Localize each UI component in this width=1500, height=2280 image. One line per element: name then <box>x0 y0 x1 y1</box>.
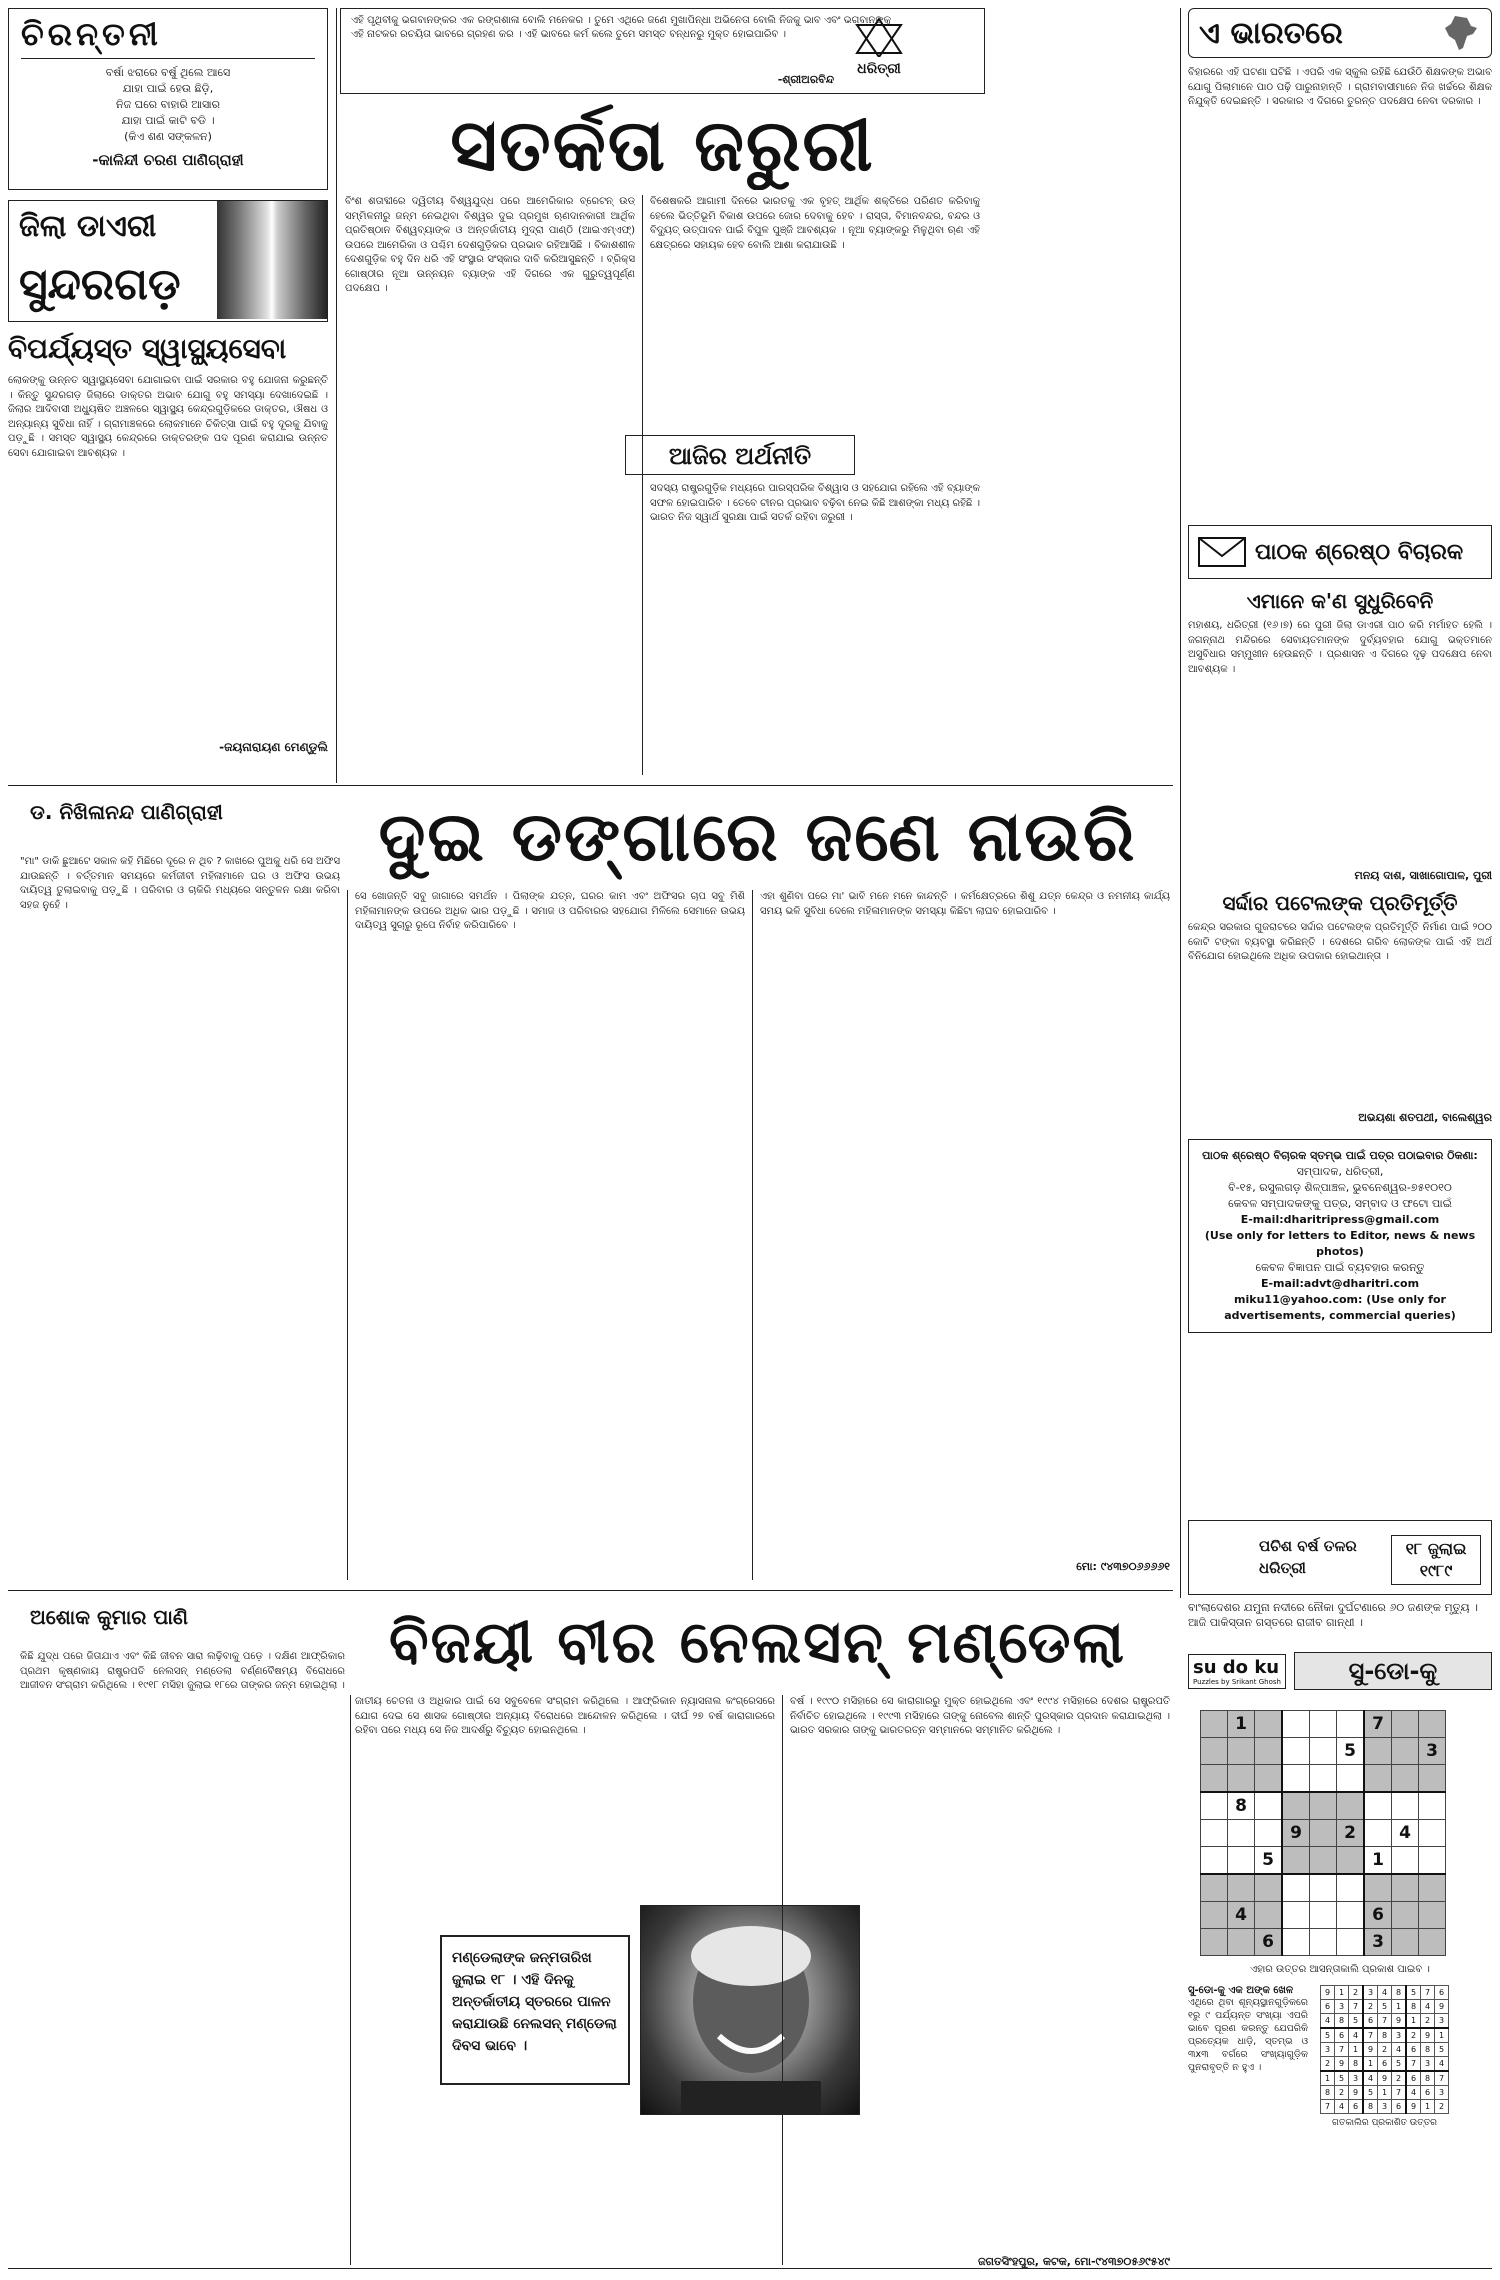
sudoku-cell <box>1419 1902 1446 1929</box>
sudoku-cell <box>1337 1847 1365 1875</box>
district-body: ଲୋକଙ୍କୁ ଉନ୍ନତ ସ୍ୱାସ୍ଥ୍ୟସେବା ଯୋଗାଇବା ପାଇଁ ସରକାର ବହୁ ଯୋଜନା କରୁଛନ୍ତି । କିନ୍ତୁ ସୁନ୍ଦରଗଡ଼ ଜିଲାରେ ଡାକ୍ତର ଅଭାବ ଯୋଗୁ ବହୁ ସମସ୍ୟା ଦେଖାଦେଇଛି । ଜିଲାର ଆଦିବାସୀ ଅଧ୍ୟୁଷିତ ଅଞ୍ଚଳରେ ସ୍ୱାସ୍ଥ୍ୟ କେନ୍ଦ୍ରଗୁଡ଼ିକରେ ଡାକ୍ତର, ଔଷଧ ଓ ଅନ୍ୟାନ୍ୟ ସୁବିଧା ନାହିଁ । ଗ୍ରାମାଞ୍ଚଳରେ ଲୋକମାନେ ଚିକିତ୍ସା ପାଇଁ ବହୁ ଦୂରକୁ ଯିବାକୁ ପଡ଼ୁଛି । ସମସ୍ତ ସ୍ୱାସ୍ଥ୍ୟ କେନ୍ଦ୍ରରେ ଡାକ୍ତରଙ୍କ ପଦ ପୂରଣ କରାଯାଇ ଉନ୍ନତ ସେବା ଯୋଗାଇବା ଆବଶ୍ୟକ । <box>8 375 328 459</box>
sudoku-solution-cell: 2 <box>1378 2043 1392 2057</box>
star-logo-icon <box>849 17 909 57</box>
sudoku-cell <box>1310 1902 1337 1929</box>
sudoku-solution-cell: 3 <box>1349 2071 1364 2086</box>
sudoku-cell <box>1310 1765 1337 1793</box>
district-author: -ଜୟନାରାୟଣ ମେଣ୍ଡୁଲି <box>219 740 328 754</box>
sudoku-cell <box>1201 1792 1228 1820</box>
india-map-icon <box>1441 14 1481 52</box>
letter1-body: ମହାଶୟ, ଧରିତ୍ରୀ (୧୬।୭) ରେ ପୁରୀ ଜିଲା ଡାଏରୀ ପାଠ କରି ମର୍ମାହତ ହେଲି । ଜଗନ୍ନାଥ ମନ୍ଦିରରେ ସେବାୟତମାନଙ୍କ ଦୁର୍ବ୍ୟବହାର ଯୋଗୁ ଭକ୍ତମାନେ ଅସୁବିଧାର ସମ୍ମୁଖୀନ ହେଉଛନ୍ତି । ପ୍ରଶାସନ ଏ ଦିଗରେ ଦୃଢ଼ ପଦକ୍ଷେପ ନେବା ଆବଶ୍ୟକ । <box>1188 620 1492 675</box>
letter2-body: କେନ୍ଦ୍ର ସରକାର ଗୁଜରାଟରେ ସର୍ଦ୍ଦାର ପଟେଲଙ୍କ ପ୍ରତିମୂର୍ତ୍ତି ନିର୍ମାଣ ପାଇଁ ୨୦୦ କୋଟି ଟଙ୍କା ବ୍ୟବସ୍ଥା କରିଛନ୍ତି । ଦେଶରେ ଗରିବ ଲୋକଙ୍କ ପାଇଁ ଏହି ଅର୍ଥ ବିନିଯୋଗ ହୋଇଥିଲେ ଅଧିକ ଉପକାର ହୋଇଥାନ୍ତା । <box>1188 922 1492 962</box>
sudoku-title: ସୁ-ଡୋ-କୁ <box>1294 1652 1492 1690</box>
sudoku-solution-row <box>1321 2071 1449 2086</box>
sudoku-solution-cell: 7 <box>1378 2014 1392 2029</box>
years-ago-item1: ବାଂଲାଦେଶର ଯମୁନା ନଦୀରେ ନୌକା ଦୁର୍ଘଟଣାରେ ୬୦ ଜଣଙ୍କ ମୃତ୍ୟୁ । <box>1188 1601 1478 1614</box>
rule-a2-2 <box>752 890 753 1580</box>
article2-author: ମୋ: ୯୪୩୭୦୬୬୬୬୧ <box>1076 1560 1170 1573</box>
sudoku-solution-cell: 2 <box>1335 2086 1349 2100</box>
article2-col2: ସେ ଖୋଜନ୍ତି ସବୁ ଜାଗାରେ ସମର୍ଥନ । ପିଲାଙ୍କ ଯତ୍ନ, ଘରର କାମ ଏବଂ ଅଫିସର ଚାପ ସବୁ ମିଶି ମହିଳାମାନଙ୍କ ଉପରେ ଅଧିକ ଭାର ପଡ଼ୁଛି । ସମାଜ ଓ ପରିବାରର ସହଯୋଗ ମିଳିଲେ ସେମାନେ ଉଭୟ ଦାୟିତ୍ୱ ସୁଚାରୁ ରୂପେ ନିର୍ବାହ କରିପାରିବେ । <box>355 891 745 931</box>
sudoku-cell <box>1310 1874 1337 1902</box>
sudoku-cell <box>1310 1929 1337 1956</box>
chirantani-poem: ବର୍ଷା ଝରାରେ ବର୍ଷୁ ଥିଲେ ଆସେ ଯାହା ପାଇଁ ହେଉ ଛିଡ଼ି, ନିଜ ଘରେ ବାହାରି ଆସାର ଯାହା ପାଇଁ କାଟି ବଡି । (କିଏ ଶଣ ସଙ୍କଳନ) <box>105 66 231 143</box>
sudoku-row <box>1201 1902 1446 1929</box>
article2-byline: ଡ. ନିଖିଳାନନ୍ଦ ପାଣିଗ୍ରାହୀ <box>30 800 223 824</box>
sudoku-solution-cell: 5 <box>1392 2057 1407 2072</box>
sudoku-solution-cell: 7 <box>1363 2028 1378 2043</box>
sudoku-solution-row <box>1321 1986 1449 2000</box>
article3-col1: କିଛି ଯୁଦ୍ଧ ପରେ ଜିତାଯାଏ ଏବଂ କିଛି ଜୀବନ ସାରା ଲଢ଼ିବାକୁ ପଡ଼େ । ଦକ୍ଷିଣ ଆଫ୍ରିକାର ପ୍ରଥମ କୃଷ୍ଣକାୟ ରାଷ୍ଟ୍ରପତି ନେଲସନ୍ ମଣ୍ଡେଲା ବର୍ଣ୍ଣବୈଷମ୍ୟ ବିରୋଧରେ ଆଜୀବନ ସଂଗ୍ରାମ କରିଥିଲେ । ୧୯୧୮ ମସିହା ଜୁଲାଇ ୧୮ରେ ତାଙ୍କର ଜନ୍ମ ହୋଇଥିଲା । <box>20 1651 345 1691</box>
sudoku-cell: 3 <box>1364 1929 1392 1956</box>
contact-line1: ସମ୍ପାଦକ, ଧରିତ୍ରୀ, <box>1296 1165 1384 1178</box>
sudoku-cell <box>1201 1874 1228 1902</box>
sudoku-lower <box>1188 1985 1492 2128</box>
sudoku-solution-block <box>1320 1985 1449 2128</box>
sudoku-cell <box>1282 1929 1310 1956</box>
sudoku-note: ଏହାର ଉତ୍ତର ଆସନ୍ତାକାଲି ପ୍ରକାଶ ପାଇବ । <box>1250 1964 1430 1975</box>
sudoku-cell <box>1392 1929 1419 1956</box>
sudoku-solution-cell: 8 <box>1378 2028 1392 2043</box>
sudoku-solution-cell: 7 <box>1392 2086 1407 2100</box>
editorial-headline: ସତର୍କତା ଜରୁରୀ <box>450 102 875 187</box>
sudoku-solution-cell: 1 <box>1406 2014 1421 2029</box>
sudoku-cell <box>1419 1847 1446 1875</box>
years-ago-box <box>1188 1520 1492 1595</box>
sudoku-solution-cell: 7 <box>1435 2071 1449 2086</box>
masthead-name: ଧରିତ୍ରୀ <box>857 61 901 77</box>
district-name: ସୁନ୍ଦରଗଡ଼ <box>19 259 181 310</box>
sudoku-cell <box>1337 1765 1365 1793</box>
sudoku-solution-cell: 1 <box>1363 2057 1378 2072</box>
sudoku-cell <box>1310 1847 1337 1875</box>
sudoku-solution-cell: 8 <box>1335 2014 1349 2029</box>
sudoku-cell <box>1201 1765 1228 1793</box>
sudoku-cell <box>1228 1847 1255 1875</box>
sudoku-cell <box>1201 1738 1228 1765</box>
sudoku-solution-cell: 1 <box>1378 2086 1392 2100</box>
sudoku-solution-cell: 9 <box>1421 2028 1435 2043</box>
sudoku-solution-cell: 2 <box>1349 1986 1364 2000</box>
sudoku-solution-cell: 6 <box>1349 2100 1364 2114</box>
sudoku-solution-cell: 3 <box>1421 2057 1435 2072</box>
sudoku-solution-row <box>1321 2014 1449 2029</box>
sudoku-cell <box>1228 1929 1255 1956</box>
rule-editorial <box>642 195 643 775</box>
top-quote-box <box>340 8 985 94</box>
years-ago-date: ୧୮ ଜୁଲାଇ ୧୯୮୯ <box>1391 1535 1481 1585</box>
article3-col3: ବର୍ଷ । ୧୯୯୦ ମସିହାରେ ସେ କାରାଗାରରୁ ମୁକ୍ତ ହୋଇଥିଲେ ଏବଂ ୧୯୯୪ ମସିହାରେ ଦେଶର ରାଷ୍ଟ୍ରପତି ନିର୍ବାଚିତ ହୋଇଥିଲେ । ୧୯୯୩ ମସିହାରେ ତାଙ୍କୁ ନୋବେଲ ଶାନ୍ତି ପୁରସ୍କାର ପ୍ରଦାନ କରାଯାଇଥିଲା । ଭାରତ ସରକାର ତାଙ୍କୁ ଭାରତରତ୍ନ ସମ୍ମାନରେ ସମ୍ମାନିତ କରିଥିଲେ । <box>790 1696 1170 1736</box>
sudoku-solution-row <box>1321 2057 1449 2072</box>
sudoku-solution-cell: 6 <box>1392 2100 1407 2114</box>
sudoku-solution-cell: 6 <box>1335 2028 1349 2043</box>
sudoku-row <box>1201 1874 1446 1902</box>
sudoku-cell <box>1282 1711 1310 1738</box>
sudoku-solution-cell: 4 <box>1335 2100 1349 2114</box>
sudoku-solution-cell: 9 <box>1363 2043 1378 2057</box>
sudoku-solution-cell: 5 <box>1406 1986 1421 2000</box>
contact-line2: ବି-୧୫, ରସୁଲଗଡ଼ ଶିଳ୍ପାଞ୍ଚଳ, ଭୁବନେଶ୍ୱର-୭୫୧୦୧୦ <box>1228 1181 1452 1194</box>
sudoku-solution-cell: 6 <box>1321 2000 1335 2014</box>
sudoku-cell <box>1364 1874 1392 1902</box>
years-ago-items <box>1188 1600 1492 1645</box>
sudoku-header <box>1188 1650 1492 1692</box>
sudoku-cell <box>1337 1874 1365 1902</box>
reader-section <box>1188 525 1492 1515</box>
mandela-quote-box <box>440 1935 630 2085</box>
sudoku-solution-cell: 1 <box>1435 2028 1449 2043</box>
sudoku-solution-cell: 7 <box>1321 2100 1335 2114</box>
top-quote-attribution: -ଶ୍ରୀଅରବିନ୍ଦ <box>777 73 834 86</box>
rule-article2-top <box>8 785 1173 786</box>
sudoku-cell <box>1419 1792 1446 1820</box>
contact-note2: advertisements, commercial queries) <box>1224 1309 1456 1322</box>
sudoku-cell: 1 <box>1228 1711 1255 1738</box>
sudoku-row <box>1201 1792 1446 1820</box>
sudoku-solution-cell: 3 <box>1335 2000 1349 2014</box>
sudoku-solution-cell: 6 <box>1406 2071 1421 2086</box>
mandela-quote: ମଣ୍ଡେଲାଙ୍କ ଜନ୍ମତାରିଖ ଜୁଲାଇ ୧୮ । ଏହି ଦିନକୁ ଅନ୍ତର୍ଜାତୀୟ ସ୍ତରରେ ପାଳନ କରାଯାଉଛି ନେଲସନ୍ ମଣ୍ଡେଲା ଦିବସ ଭାବେ । <box>452 1950 617 2054</box>
sudoku-cell <box>1310 1792 1337 1820</box>
sudoku-logo-text: su do ku <box>1193 1656 1280 1678</box>
sudoku-solution-cell: 7 <box>1406 2057 1421 2072</box>
sudoku-cell <box>1419 1711 1446 1738</box>
sudoku-cell: 4 <box>1392 1820 1419 1847</box>
sudoku-solution-cell: 7 <box>1349 2000 1364 2014</box>
sudoku-solution-cell: 4 <box>1378 1986 1392 2000</box>
economy-label-band <box>625 435 855 475</box>
chirantani-title: ଚିରନ୍ତନୀ <box>21 15 315 59</box>
sudoku-cell <box>1228 1765 1255 1793</box>
sudoku-cell <box>1392 1902 1419 1929</box>
contact-line4: କେବଳ ବିଜ୍ଞାପନ ପାଇଁ ବ୍ୟବହାର କରନ୍ତୁ <box>1255 1261 1425 1274</box>
sudoku-grid <box>1200 1710 1446 1956</box>
sudoku-cell <box>1337 1902 1365 1929</box>
sudoku-solution-cell: 1 <box>1349 2043 1364 2057</box>
years-ago-label: ପଚିଶ ବର୍ଷ ତଳର ଧରିତ୍ରୀ <box>1259 1537 1357 1577</box>
sudoku-solution-cell: 8 <box>1392 1986 1407 2000</box>
top-quote-text: ଏହି ପୃଥିବୀକୁ ଭଗବାନଙ୍କର ଏକ ରଙ୍ଗଶାଳା ବୋଲି ମନେକର । ତୁମେ ଏଥିରେ ଜଣେ ମୁଖାପିନ୍ଧା ଅଭିନେତା ବୋଲି ନିଜକୁ ଭାବ ଏବଂ ଭଗବାନଙ୍କୁ ଏହି ନାଟକର ରଚୟିତା ଭାବରେ ଗ୍ରହଣ କର । ଏହି ଭାବରେ କର୍ମ କଲେ ତୁମେ ସମସ୍ତ ବନ୍ଧନରୁ ମୁକ୍ତ ହୋଇପାରିବ । <box>351 15 891 40</box>
letter2-title: ସର୍ଦ୍ଦାର ପଟେଲଙ୍କ ପ୍ରତିମୂର୍ତ୍ତି <box>1222 891 1458 915</box>
sudoku-solution-cell: 3 <box>1378 2100 1392 2114</box>
sudoku-solution-cell: 3 <box>1392 2028 1407 2043</box>
masthead-logo <box>849 17 909 77</box>
sudoku-solution-cell: 8 <box>1363 2100 1378 2114</box>
waterfall-image <box>217 201 327 319</box>
rule-left <box>336 8 337 783</box>
sudoku-cell: 1 <box>1364 1847 1392 1875</box>
sudoku-cell <box>1201 1711 1228 1738</box>
sudoku-cell <box>1255 1711 1283 1738</box>
sudoku-cell <box>1392 1874 1419 1902</box>
sudoku-cell <box>1337 1929 1365 1956</box>
sudoku-cell <box>1392 1765 1419 1793</box>
years-ago-item2: ଆଜି ପାକିସ୍ତାନ ଗସ୍ତରେ ରାଜୀବ ଗାନ୍ଧୀ । <box>1188 1616 1363 1629</box>
letter1-author: ମନୟ ଦାଶ, ସାଖାଗୋପାଳ, ପୁରୀ <box>1354 869 1492 882</box>
sudoku-cell <box>1255 1765 1283 1793</box>
sudoku-solution-cell: 9 <box>1378 2071 1392 2086</box>
nation-section <box>1188 8 1492 518</box>
sudoku-cell <box>1282 1792 1310 1820</box>
sudoku-cell: 8 <box>1228 1792 1255 1820</box>
sudoku-grid-wrap <box>1200 1710 1492 1956</box>
sudoku-cell <box>1228 1874 1255 1902</box>
sudoku-solution-cell: 5 <box>1363 2086 1378 2100</box>
sudoku-cell <box>1419 1929 1446 1956</box>
sudoku-solution-cell: 7 <box>1335 2043 1349 2057</box>
sudoku-cell: 5 <box>1255 1847 1283 1875</box>
sudoku-cell: 9 <box>1282 1820 1310 1847</box>
sudoku-cell <box>1310 1820 1337 1847</box>
sudoku-cell <box>1201 1902 1228 1929</box>
sudoku-cell <box>1201 1820 1228 1847</box>
sudoku-cell <box>1364 1765 1392 1793</box>
sudoku-cell <box>1364 1738 1392 1765</box>
sudoku-solution-cell: 4 <box>1421 2000 1435 2014</box>
contact-line3: କେବଳ ସମ୍ପାଦକଙ୍କୁ ପତ୍ର, ସମ୍ବାଦ ଓ ଫଟୋ ପାଇଁ <box>1228 1197 1452 1210</box>
reader-label: ପାଠକ ଶ୍ରେଷ୍ଠ ବିଚାରକ <box>1255 539 1464 565</box>
sudoku-solution-cell: 5 <box>1378 2000 1392 2014</box>
sudoku-solution-cell: 6 <box>1406 2043 1421 2057</box>
district-label: ଜିଲା ଡାଏରୀ <box>19 209 157 244</box>
article3-byline: ଅଶୋକ କୁମାର ପାଣି <box>30 1605 189 1629</box>
sudoku-cell <box>1419 1874 1446 1902</box>
sudoku-solution-grid <box>1320 1985 1449 2114</box>
sudoku-cell <box>1392 1847 1419 1875</box>
sudoku-cell <box>1255 1902 1283 1929</box>
article3-col2: ଜାତୀୟ ଚେତନା ଓ ଅଧିକାର ପାଇଁ ସେ ସବୁବେଳେ ସଂଗ୍ରାମ କରିଥିଲେ । ଆଫ୍ରିକାନ ନ୍ୟାସନାଲ କଂଗ୍ରେସରେ ଯୋଗ ଦେଇ ସେ ଶାସକ ଗୋଷ୍ଠୀର ଅନ୍ୟାୟ ବିରୋଧରେ ଆନ୍ଦୋଳନ କରିଥିଲେ । ଦୀର୍ଘ ୨୭ ବର୍ଷ କାରାଗାରରେ ରହିବା ପରେ ମଧ୍ୟ ସେ ନିଜ ଆଦର୍ଶରୁ ବିଚ୍ୟୁତ ହୋଇନଥିଲେ । <box>355 1696 775 1736</box>
rule-a3-1 <box>350 1695 351 2265</box>
article3-headline: ବିଜୟୀ ବୀର ନେଲସନ୍ ମଣ୍ଡେଲା <box>389 1608 1126 1676</box>
sudoku-cell <box>1282 1765 1310 1793</box>
nation-label-band <box>1188 8 1492 58</box>
sudoku-solution-cell: 6 <box>1378 2057 1392 2072</box>
sudoku-cell <box>1392 1711 1419 1738</box>
sudoku-solution-cell: 4 <box>1363 2071 1378 2086</box>
contact-box <box>1188 1139 1492 1333</box>
mandela-photo <box>640 1905 860 2115</box>
sudoku-solution-cell: 3 <box>1321 2043 1335 2057</box>
sudoku-cell <box>1310 1711 1337 1738</box>
sudoku-solution-cell: 1 <box>1321 2071 1335 2086</box>
portrait-icon <box>641 1906 860 2115</box>
sudoku-cell <box>1392 1792 1419 1820</box>
sudoku-solution-cell: 6 <box>1363 2014 1378 2029</box>
contact-note1: (Use only for letters to Editor, news & news photos) <box>1204 1229 1476 1258</box>
envelope-icon <box>1197 534 1247 570</box>
sudoku-solution-cell: 8 <box>1421 2071 1435 2086</box>
sudoku-solution-cell: 3 <box>1435 2086 1449 2100</box>
sudoku-cell <box>1337 1711 1365 1738</box>
sudoku-solution-cell: 2 <box>1392 2071 1407 2086</box>
nation-label: ଏ ଭାରତରେ <box>1199 15 1343 51</box>
article3-author: ଜଗତସିଂହପୁର, କଟକ, ମୋ-୯୪୩୭୦୫୬୯୫୪୯ <box>977 2255 1170 2268</box>
contact-email1[interactable]: E-mail:dharitripress@gmail.com <box>1240 1213 1440 1226</box>
rule-a2-1 <box>347 890 348 1580</box>
sudoku-solution-cell: 4 <box>1349 2028 1364 2043</box>
sudoku-solution-cell: 2 <box>1363 2000 1378 2014</box>
sudoku-solution-cell: 3 <box>1435 2014 1449 2029</box>
article2-col3: ଏହା ଶୁଣିବା ପରେ ମା' ଭାବି ମନେ ମନେ କାନ୍ଦନ୍ତି । କର୍ମକ୍ଷେତ୍ରରେ ଶିଶୁ ଯତ୍ନ କେନ୍ଦ୍ର ଓ ନମନୀୟ କାର୍ଯ୍ୟ ସମୟ ଭଳି ସୁବିଧା ଦେଲେ ମହିଳାମାନଙ୍କ ସମସ୍ୟା କିଛିଟା ଲାଘବ ହୋଇପାରିବ । <box>760 891 1170 917</box>
chirantani-box <box>8 8 328 190</box>
editorial-col2: ବିଶେଷକରି ଆଗାମୀ ଦିନରେ ଭାରତକୁ ଏକ ବୃହତ୍ ଆର୍ଥିକ ଶକ୍ତିରେ ପରିଣତ କରିବାକୁ ହେଲେ ଭିତ୍ତିଭୂମି ବିକାଶ ଉପରେ ଜୋର ଦେବାକୁ ହେବ । ରାସ୍ତା, ବିମାନବନ୍ଦର, ବନ୍ଦର ଓ ବିଦ୍ୟୁତ୍ ଉତ୍ପାଦନ ପାଇଁ ବିପୁଳ ପୁଞ୍ଜି ଆବଶ୍ୟକ । ନୂଆ ବ୍ୟାଙ୍କରୁ ମିଳୁଥିବା ଋଣ ଏହି କ୍ଷେତ୍ରରେ ସହାୟକ ହେବ ବୋଲି ଆଶା କରାଯାଉଛି । <box>650 196 980 251</box>
sudoku-solution-cell: 4 <box>1392 2043 1407 2057</box>
sudoku-solution-row <box>1321 2000 1449 2014</box>
sudoku-solution-cell: 5 <box>1435 2043 1449 2057</box>
district-banner <box>8 200 328 322</box>
sudoku-cell <box>1419 1765 1446 1793</box>
sudoku-row <box>1201 1765 1446 1793</box>
sudoku-solution-cell: 8 <box>1421 2043 1435 2057</box>
sudoku-cell <box>1392 1738 1419 1765</box>
sudoku-solution-cell: 9 <box>1435 2000 1449 2014</box>
sudoku-solution-cell: 6 <box>1435 1986 1449 2000</box>
sudoku-cell <box>1282 1902 1310 1929</box>
sudoku-solution-row <box>1321 2100 1449 2114</box>
sudoku-cell: 2 <box>1337 1820 1365 1847</box>
sudoku-subtitle: Puzzles by Srikant Ghosh <box>1193 1677 1281 1686</box>
sudoku-row <box>1201 1847 1446 1875</box>
letter2-author: ଅଭୟଶା ଶତପଥୀ, ବାଲେଶ୍ୱର <box>1358 1111 1492 1124</box>
sudoku-cell <box>1337 1792 1365 1820</box>
sudoku-solution-cell: 9 <box>1349 2086 1364 2100</box>
district-headline: ବିପର୍ଯ୍ୟସ୍ତ ସ୍ୱାସ୍ଥ୍ୟସେବା <box>8 332 287 365</box>
nation-body: ବିହାରରେ ଏହି ଘଟଣା ଘଟିଛି । ଏପରି ଏକ ସ୍କୁଲ ରହିଛି ଯେଉଁଠି ଶିକ୍ଷକଙ୍କ ଅଭାବ ଯୋଗୁ ପିଲାମାନେ ପାଠ ପଢ଼ି ପାରୁନାହାନ୍ତି । ଗ୍ରାମବାସୀମାନେ ନିଜ ଖର୍ଚ୍ଚରେ ଶିକ୍ଷକ ନିଯୁକ୍ତି ଦେଇଛନ୍ତି । ସରକାର ଏ ଦିଗରେ ତୁରନ୍ତ ପଦକ୍ଷେପ ନେବା ଦରକାର । <box>1188 67 1492 107</box>
editorial-col1: ବିଂଶ ଶତାବ୍ଦୀରେ ଦ୍ୱିତୀୟ ବିଶ୍ୱଯୁଦ୍ଧ ପରେ ଆମେରିକାର ବ୍ରେଟନ୍ ଉଡ୍ ସମ୍ମିଳନୀରୁ ଜନ୍ମ ନେଇଥିବା ବିଶ୍ୱର ଦୁଇ ପ୍ରମୁଖ ଋଣଦାନକାରୀ ଆର୍ଥିକ ପ୍ରତିଷ୍ଠାନ ବିଶ୍ୱବ୍ୟାଙ୍କ ଓ ଅନ୍ତର୍ଜାତୀୟ ମୁଦ୍ରା ପାଣ୍ଠି (ଆଇଏମ୍ଏଫ୍) ଉପରେ ଆମେରିକା ଓ ପଶ୍ଚିମ ଦେଶଗୁଡ଼ିକର ପ୍ରଭାବ ରହିଆସିଛି । ବିକାଶଶୀଳ ଦେଶଗୁଡ଼ିକ ବହୁ ଦିନ ଧରି ଏହି ସଂସ୍ଥାର ସଂସ୍କାର ଦାବି କରିଆସୁଛନ୍ତି । ବ୍ରିକ୍ସ ଗୋଷ୍ଠୀର ନୂଆ ଉନ୍ନୟନ ବ୍ୟାଙ୍କ ଏହି ଦିଗରେ ଏକ ଗୁରୁତ୍ୱପୂର୍ଣ୍ଣ ପଦକ୍ଷେପ । <box>345 196 635 294</box>
rule-a3-2 <box>782 1695 783 2265</box>
sudoku-cell <box>1310 1738 1337 1765</box>
sudoku-solution-cell: 8 <box>1349 2057 1364 2072</box>
economy-label: ଆଜିର ଅର୍ଥନୀତି <box>668 440 812 470</box>
sudoku-solution-cell: 8 <box>1406 2000 1421 2014</box>
sudoku-solution-cell: 3 <box>1363 1986 1378 2000</box>
article2-col1: "ମା" ଡାକି ଛୁଆଟେ ସକାଳ କହି ମିଛିରେ ଦୂରେ ନ ଥିବ ? କାଖରେ ପୁଅକୁ ଧରି ସେ ଅଫିସ ଯାଉଛନ୍ତି । ବର୍ତ୍ତମାନ ସମୟରେ କର୍ମଜୀବୀ ମହିଳାମାନେ ଘର ଓ ଅଫିସ ଉଭୟ ଦାୟିତ୍ୱ ତୁଲାଇବାକୁ ପଡ଼ୁଛି । ପରିବାର ଓ ଚାକିରି ମଧ୍ୟରେ ସନ୍ତୁଳନ ରକ୍ଷା କରିବା ସହଜ ନୁହେଁ । <box>20 856 340 911</box>
sudoku-section <box>1188 1650 1492 2270</box>
sudoku-solution-cell: 4 <box>1435 2057 1449 2072</box>
sudoku-solution-cell: 1 <box>1392 2000 1407 2014</box>
rule-right <box>1180 8 1181 1598</box>
editorial-col3: ସଦସ୍ୟ ରାଷ୍ଟ୍ରଗୁଡ଼ିକ ମଧ୍ୟରେ ପାରସ୍ପରିକ ବିଶ୍ୱାସ ଓ ସହଯୋଗ ରହିଲେ ଏହି ବ୍ୟାଙ୍କ ସଫଳ ହୋଇପାରିବ । ତେବେ ଚୀନର ପ୍ରଭାବ ବଢ଼ିବା ନେଇ କିଛି ଆଶଙ୍କା ମଧ୍ୟ ରହିଛି । ଭାରତ ନିଜ ସ୍ୱାର୍ଥ ସୁରକ୍ଷା ପାଇଁ ସତର୍କ ରହିବା ଜରୁରୀ । <box>650 483 980 523</box>
contact-email3[interactable]: miku11@yahoo.com: (Use only for <box>1234 1293 1446 1306</box>
sudoku-cell <box>1201 1847 1228 1875</box>
sudoku-cell <box>1364 1820 1392 1847</box>
sudoku-solution-cell: 8 <box>1321 2086 1335 2100</box>
contact-email2[interactable]: E-mail:advt@dharitri.com <box>1260 1277 1420 1290</box>
sudoku-cell <box>1255 1874 1283 1902</box>
sudoku-cell <box>1228 1738 1255 1765</box>
letter1-title: ଏମାନେ କ'ଣ ସୁଧୁରିବେନି <box>1246 589 1434 613</box>
sudoku-row <box>1201 1711 1446 1738</box>
sudoku-solution-cell: 9 <box>1406 2100 1421 2114</box>
sudoku-cell: 5 <box>1337 1738 1365 1765</box>
sudoku-solution-cell: 9 <box>1321 1986 1335 2000</box>
sudoku-solution-cell: 6 <box>1421 2086 1435 2100</box>
reader-label-band <box>1188 525 1492 579</box>
sudoku-cell: 7 <box>1364 1711 1392 1738</box>
sudoku-rules: ଏଥିରେ ଥିବା ଶୂନ୍ୟସ୍ଥାନଗୁଡ଼ିକରେ ୧ରୁ ୯ ପର୍ଯ୍ୟନ୍ତ ସଂଖ୍ୟା ଏପରି ଭାବେ ପୂରଣ କରନ୍ତୁ ଯେପରିକି ପ୍ରତ୍ୟେକ ଧାଡ଼ି, ସ୍ତମ୍ଭ ଓ ୩x୩ ବର୍ଗରେ ସଂଖ୍ୟାଗୁଡ଼ିକ ପୁନରାବୃତ୍ତି ନ ହୁଏ । <box>1188 1997 1308 2073</box>
sudoku-solution-row <box>1321 2043 1449 2057</box>
sudoku-solution-cell: 1 <box>1421 2100 1435 2114</box>
sudoku-rules-block <box>1188 1985 1308 2128</box>
sudoku-cell <box>1282 1847 1310 1875</box>
sudoku-solution-cell: 2 <box>1321 2057 1335 2072</box>
sudoku-cell <box>1282 1874 1310 1902</box>
sudoku-solution-cell: 2 <box>1421 2014 1435 2029</box>
sudoku-solution-cell: 2 <box>1406 2028 1421 2043</box>
chirantani-author: -କାଳିନ୍ଦୀ ଚରଣ ପାଣିଗ୍ରାହୀ <box>92 151 244 169</box>
sudoku-cell <box>1364 1792 1392 1820</box>
district-diary <box>8 200 328 780</box>
sudoku-cell <box>1255 1738 1283 1765</box>
sudoku-solution-cell: 5 <box>1335 2071 1349 2086</box>
sudoku-row <box>1201 1929 1446 1956</box>
sudoku-solution-cell: 9 <box>1392 2014 1407 2029</box>
contact-heading: ପାଠକ ଶ୍ରେଷ୍ଠ ବିଚାରକ ସ୍ତମ୍ଭ ପାଇଁ ପତ୍ର ପଠାଇବାର ଠିକଣା: <box>1202 1149 1478 1162</box>
sudoku-solution-cell: 4 <box>1406 2086 1421 2100</box>
sudoku-row <box>1201 1738 1446 1765</box>
sudoku-solution-cell: 4 <box>1321 2014 1335 2029</box>
sudoku-logo <box>1188 1654 1286 1689</box>
article2-headline: ଦୁଇ ଡଙ୍ଗାରେ ଜଣେ ନାଉରି <box>378 797 1137 877</box>
footer-rule <box>8 2268 1492 2269</box>
sudoku-solution-cell: 9 <box>1335 2057 1349 2072</box>
sudoku-cell <box>1282 1738 1310 1765</box>
sudoku-cell <box>1228 1820 1255 1847</box>
sudoku-cell <box>1255 1792 1283 1820</box>
sudoku-cell: 6 <box>1255 1929 1283 1956</box>
sudoku-cell: 6 <box>1364 1902 1392 1929</box>
sudoku-solution-row <box>1321 2086 1449 2100</box>
sudoku-solution-row <box>1321 2028 1449 2043</box>
sudoku-solution-cell: 7 <box>1421 1986 1435 2000</box>
sudoku-solution-cell: 1 <box>1335 1986 1349 2000</box>
sudoku-solution-caption: ଗତକାଲିର ପ୍ରକାଶିତ ଉତ୍ତର <box>1332 2118 1437 2128</box>
sudoku-solution-cell: 2 <box>1435 2100 1449 2114</box>
sudoku-cell: 3 <box>1419 1738 1446 1765</box>
sudoku-cell <box>1419 1820 1446 1847</box>
sudoku-cell <box>1255 1820 1283 1847</box>
sudoku-cell <box>1201 1929 1228 1956</box>
sudoku-solution-cell: 5 <box>1349 2014 1364 2029</box>
rule-article3-top <box>8 1590 1173 1591</box>
sudoku-row <box>1201 1820 1446 1847</box>
sudoku-solution-cell: 5 <box>1321 2028 1335 2043</box>
sudoku-rules-title: ସୁ-ଡୋ-କୁ ଏକ ଅଙ୍କ ଖେଳ <box>1188 1985 1294 1996</box>
sudoku-cell: 4 <box>1228 1902 1255 1929</box>
